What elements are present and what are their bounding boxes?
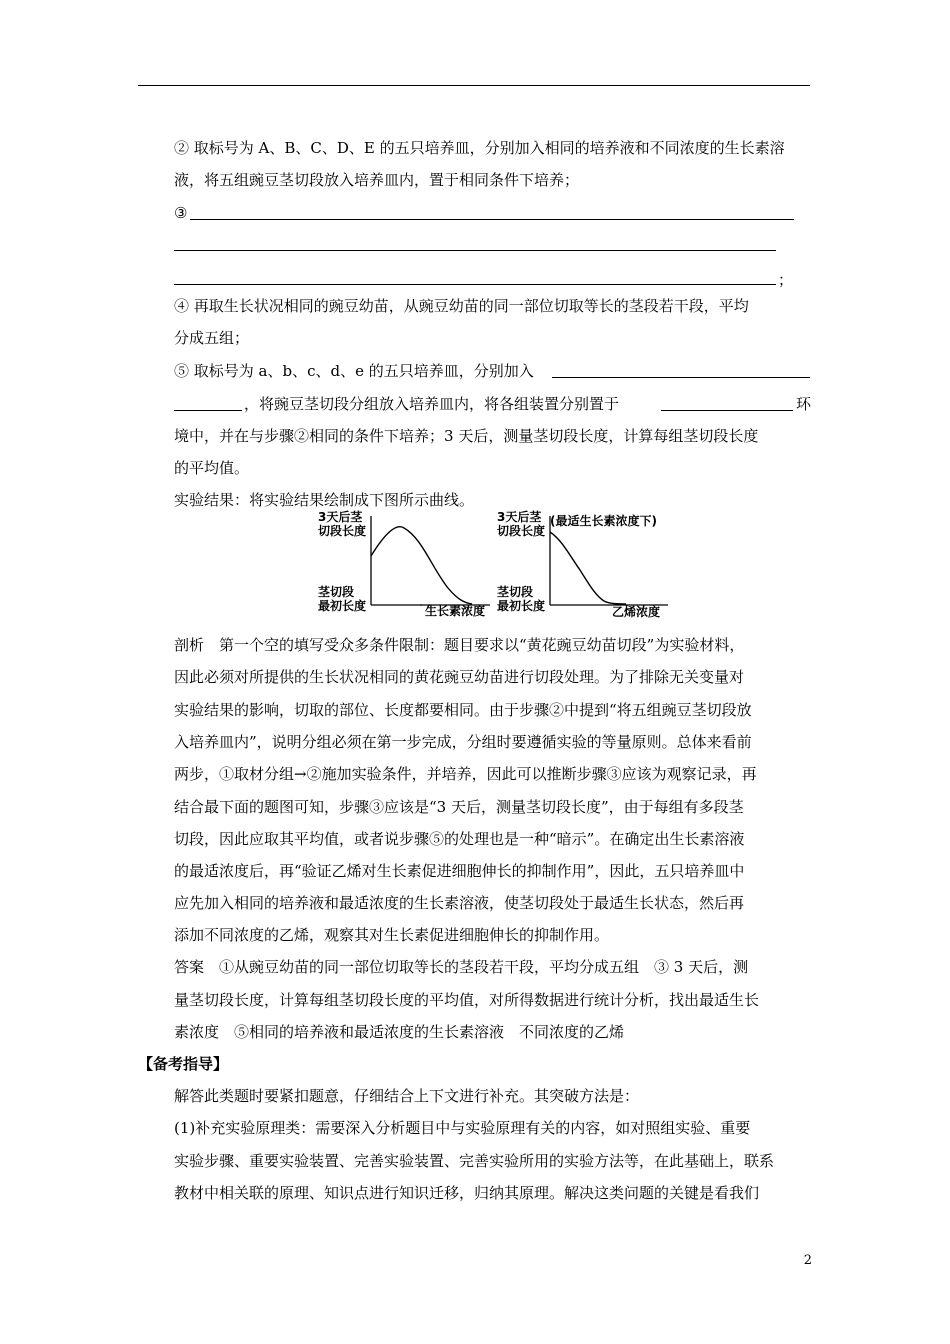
chart1-curve: [371, 527, 472, 604]
guide-line4: 教材中相关联的原理、知识点进行知识迁移，归纳其原理。解决这类问题的关键是看我们: [174, 1184, 760, 1202]
analysis-line1: 剖析 第一个空的填写受众多条件限制：题目要求以“黄花豌豆幼苗切段”为实验材料，: [174, 636, 745, 654]
result-figure: [300, 508, 680, 623]
analysis-line7: 切段，因此应取其平均值，或者说步骤⑤的处理也是一种“暗示”。在确定出生长素溶液: [174, 830, 745, 848]
guide-line2: (1)补充实验原理类：需要深入分析题目中与实验原理有关的内容，如对照组实验、重要: [174, 1119, 751, 1137]
guide-line1: 解答此类题时要紧扣题意，仔细结合上下文进行补充。其突破方法是：: [174, 1087, 640, 1105]
analysis-line3: 实验结果的影响，切取的部位、长度都要相同。由于步骤②中提到“将五组豌豆茎切段放: [174, 701, 752, 719]
answer-blank-line[interactable]: [174, 410, 242, 411]
chart1-start-label-line2: 最初长度: [318, 599, 367, 613]
chart2-ylabel-line2: 切段长度: [497, 524, 546, 538]
chart1-ylabel-line1: 3天后茎: [318, 510, 363, 524]
chart1-ylabel-line2: 切段长度: [318, 524, 367, 538]
chart1-start-label-line1: 茎切段: [318, 585, 355, 599]
answer-blank-line[interactable]: [661, 410, 793, 411]
step3-label: ③: [174, 204, 188, 222]
analysis-line9: 应先加入相同的培养液和最适浓度的生长素溶液，使茎切段处于最适生长状态，然后再: [174, 894, 745, 912]
chart2-annotation: (最适生长素浓度下): [550, 514, 657, 528]
step5-line2-text: ，将豌豆茎切段分组放入培养皿内，将各组装置分别置于: [244, 395, 620, 413]
step2-line1: ② 取标号为 A、B、C、D、E 的五只培养皿，分别加入相同的培养液和不同浓度的生长素溶: [174, 139, 785, 157]
analysis-line5: 两步，①取材分组→②施加实验条件，并培养，因此可以推断步骤③应该为观察记录，再: [174, 765, 757, 783]
analysis-line8: 的最适浓度后，再“验证乙烯对生长素促进细胞伸长的抑制作用”，因此，五只培养皿中: [174, 862, 745, 880]
chart2-curve: [550, 532, 626, 604]
answer-blank-line[interactable]: [174, 284, 776, 285]
analysis-line4: 入培养皿内”，说明分组必须在第一步完成，分组时要遵循实验的等量原则。总体来看前: [174, 733, 752, 751]
page-number: 2: [803, 1253, 812, 1268]
answer-blank-line[interactable]: [190, 219, 794, 220]
analysis-line10: 添加不同浓度的乙烯，观察其对生长素促进细胞伸长的抑制作用。: [174, 926, 610, 944]
answer-blank-line[interactable]: [552, 377, 810, 378]
chart2-ylabel-line1: 3天后茎: [497, 510, 542, 524]
analysis-line6: 结合最下面的题图可知，步骤③应该是“3 天后，测量茎切段长度”，由于每组有多段茎: [174, 798, 744, 816]
chart2-start-label-line1: 茎切段: [497, 585, 534, 599]
answer-blank-line[interactable]: [174, 250, 776, 251]
chart1-x-label: 生长素浓度: [425, 604, 486, 618]
guide-heading: 【备考指导】: [138, 1055, 229, 1073]
answer-line1: 答案 ①从豌豆幼苗的同一部位切取等长的茎段若干段，平均分成五组 ③ 3 天后，测: [174, 958, 749, 976]
step2-line2: 液，将五组豌豆茎切段放入培养皿内，置于相同条件下培养；: [174, 171, 580, 189]
step3-end-mark: ；: [778, 271, 794, 289]
answer-line3: 素浓度 ⑤相同的培养液和最适浓度的生长素溶液 不同浓度的乙烯: [174, 1023, 625, 1041]
step5-line2-tail: 环: [796, 395, 812, 413]
step4-line1: ④ 再取生长状况相同的豌豆幼苗，从豌豆幼苗的同一部位切取等长的茎段若干段，平均: [174, 297, 749, 315]
step4-line2: 分成五组；: [174, 329, 250, 347]
step5-line4: 的平均值。: [174, 459, 250, 477]
step5-line3: 境中，并在与步骤②相同的条件下培养；3 天后，测量茎切段长度，计算每组茎切段长度: [174, 427, 759, 445]
result-line: 实验结果：将实验结果绘制成下图所示曲线。: [174, 491, 475, 509]
chart2-start-label-line2: 最初长度: [497, 599, 546, 613]
chart2-x-label: 乙烯浓度: [612, 605, 661, 619]
guide-line3: 实验步骤、重要实验装置、完善实验装置、完善实验所用的实验方法等，在此基础上，联系: [174, 1152, 775, 1170]
step5-line1: ⑤ 取标号为 a、b、c、d、e 的五只培养皿，分别加入: [174, 362, 534, 380]
answer-line2: 量茎切段长度，计算每组茎切段长度的平均值，对所得数据进行统计分析，找出最适生长: [174, 991, 760, 1009]
analysis-line2: 因此必须对所提供的生长状况相同的黄花豌豆幼苗进行切段处理。为了排除无关变量对: [174, 668, 745, 686]
header-rule: [138, 85, 810, 86]
